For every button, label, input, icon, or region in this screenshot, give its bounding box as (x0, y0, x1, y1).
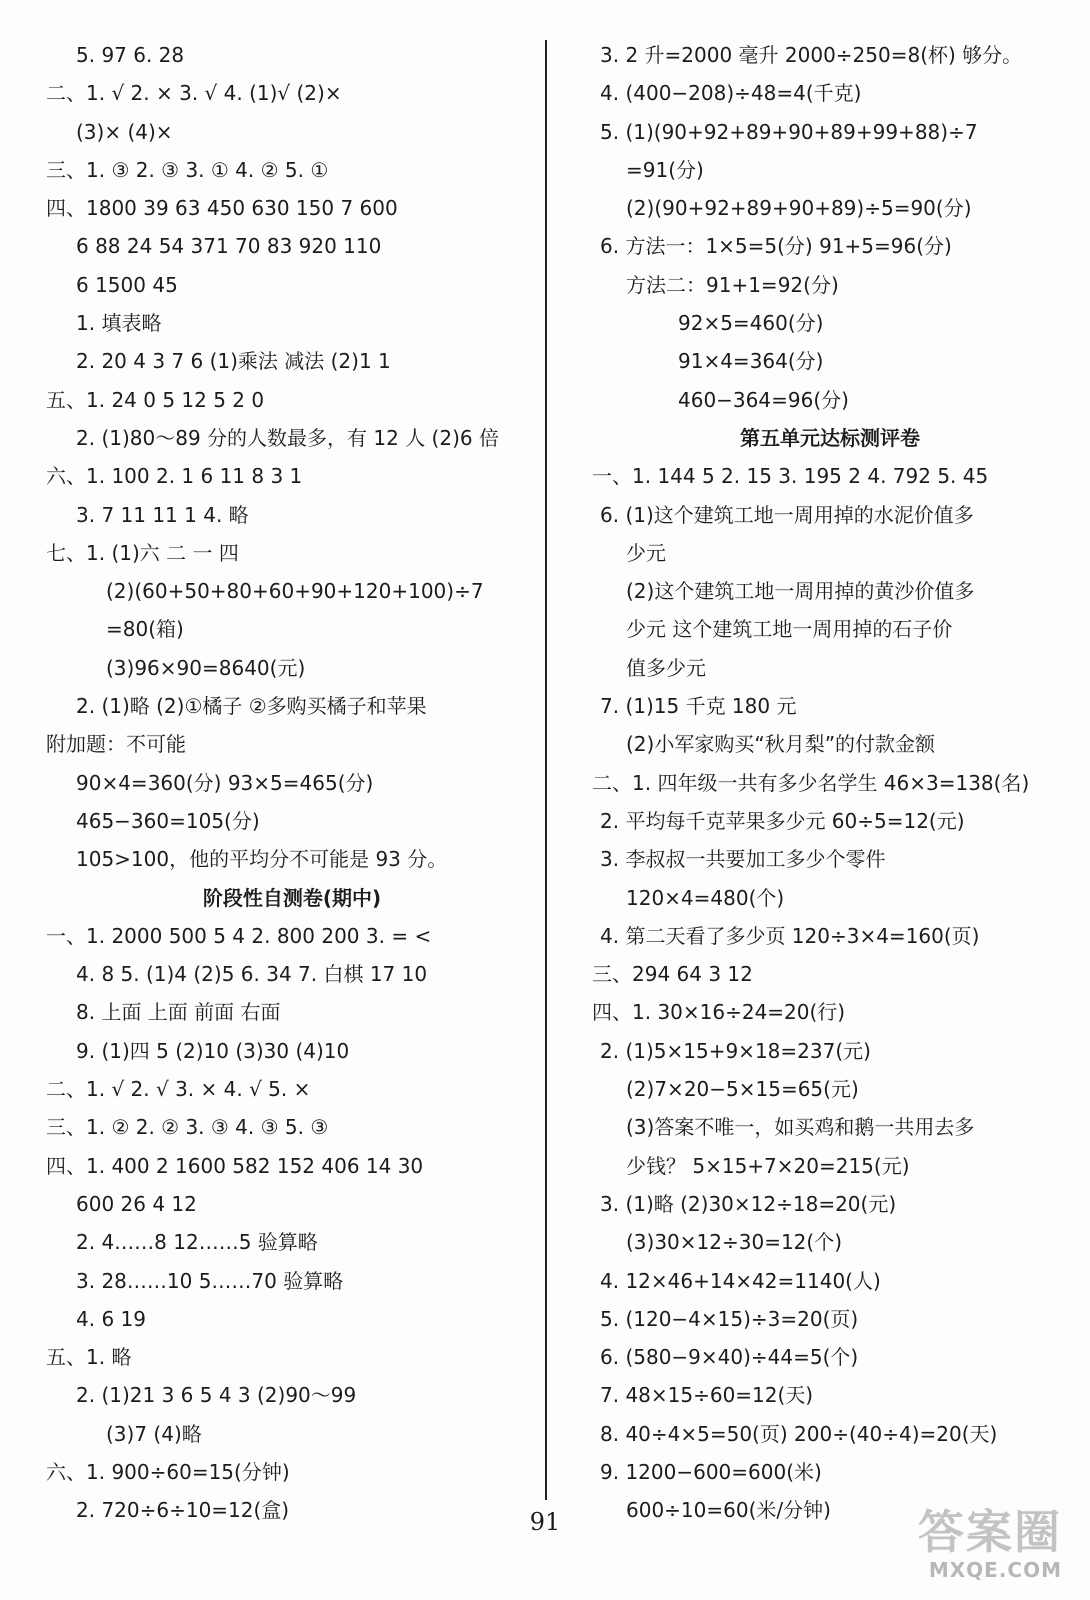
answer-line: 2. 20 4 3 7 6 (1)乘法 减法 (2)1 1 (76, 349, 391, 374)
answer-line: 四、1800 39 63 450 630 150 7 600 (46, 196, 398, 221)
answer-line: 105>100，他的平均分不可能是 93 分。 (76, 847, 448, 872)
answer-line: (3)7 (4)略 (106, 1421, 202, 1446)
answer-line: 9. 1200−600=600(米) (600, 1459, 822, 1484)
answer-line: 2. (1)略 (2)①橘子 ②多购买橘子和苹果 (76, 694, 427, 719)
answer-line: 5. (1)(90+92+89+90+89+99+88)÷7 (600, 119, 978, 144)
answer-line: 6. (1)这个建筑工地一周用掉的水泥价值多 (600, 502, 974, 527)
answer-line: 9. (1)四 5 (2)10 (3)30 (4)10 (76, 1038, 350, 1063)
answer-line: 七、1. (1)六 二 一 四 (46, 540, 239, 565)
answer-line: 六、1. 100 2. 1 6 11 8 3 1 (46, 464, 303, 489)
answer-line: 91×4=364(分) (678, 349, 824, 374)
answer-line: 少元 (626, 540, 666, 565)
answer-line: 600÷10=60(米/分钟) (626, 1498, 831, 1523)
answer-line: 四、1. 30×16÷24=20(行) (592, 1000, 846, 1025)
answer-line: (2)(60+50+80+60+90+120+100)÷7 (106, 579, 484, 604)
answer-line: =80(箱) (106, 617, 184, 642)
page-number: 91 (529, 1508, 561, 1536)
section-heading: 第五单元达标测评卷 (740, 425, 920, 450)
answer-line: 2. (1)5×15+9×18=237(元) (600, 1038, 871, 1063)
right-column (592, 36, 1068, 1530)
answer-line: 五、1. 24 0 5 12 5 2 0 (46, 387, 265, 412)
answer-line: 值多少元 (626, 655, 706, 680)
column-divider (545, 40, 547, 1500)
answer-line: 92×5=460(分) (678, 311, 824, 336)
answer-line: 4. 6 19 (76, 1306, 146, 1331)
answer-line: (2)(90+92+89+90+89)÷5=90(分) (626, 196, 972, 221)
answer-line: 二、1. √ 2. √ 3. × 4. √ 5. × (46, 1077, 311, 1102)
watermark-text: 答案圈 (918, 1505, 1062, 1559)
answer-line: 90×4=360(分) 93×5=465(分) (76, 770, 374, 795)
answer-line: 二、1. √ 2. × 3. √ 4. (1)√ (2)× (46, 81, 342, 106)
answer-line: 3. 2 升=2000 毫升 2000÷250=8(杯) 够分。 (600, 43, 1023, 67)
answer-line: 7. 48×15÷60=12(天) (600, 1383, 814, 1408)
answer-line: (3)× (4)× (76, 119, 173, 144)
answer-line: 3. 李叔叔一共要加工多少个零件 (600, 847, 886, 872)
answer-line: 附加题：不可能 (46, 732, 186, 757)
answer-line: 4. 第二天看了多少页 120÷3×4=160(页) (600, 923, 980, 948)
answer-line: 方法二：91+1=92(分) (626, 272, 839, 297)
answer-line: 120×4=480(个) (626, 885, 785, 910)
section-heading: 阶段性自测卷(期中) (202, 885, 382, 910)
answer-line: 4. 8 5. (1)4 (2)5 6. 34 7. 白棋 17 10 (76, 962, 428, 987)
answer-line: =91(分) (626, 157, 704, 182)
answer-line: 四、1. 400 2 1600 582 152 406 14 30 (46, 1153, 424, 1178)
answer-line: 三、1. ② 2. ② 3. ③ 4. ③ 5. ③ (46, 1115, 329, 1140)
left-column (46, 36, 538, 1530)
answer-line: 三、1. ③ 2. ③ 3. ① 4. ② 5. ① (46, 157, 329, 182)
answer-line: 465−360=105(分) (76, 808, 260, 833)
answer-line: 2. 4……8 12……5 验算略 (76, 1230, 318, 1255)
answer-line: 2. (1)80～89 分的人数最多，有 12 人 (2)6 倍 (76, 425, 499, 450)
answer-line: 五、1. 略 (46, 1345, 132, 1370)
answer-line: 少钱？ 5×15+7×20=215(元) (626, 1153, 910, 1178)
answer-line: 3. 28……10 5……70 验算略 (76, 1268, 344, 1293)
answer-line: (3)30×12÷30=12(个) (626, 1230, 843, 1255)
answer-line: (2)这个建筑工地一周用掉的黄沙价值多 (626, 579, 975, 604)
answer-line: (2)7×20−5×15=65(元) (626, 1077, 859, 1102)
answer-line: 3. 7 11 11 1 4. 略 (76, 502, 249, 527)
answer-line: 三、294 64 3 12 (592, 962, 753, 987)
answer-line: (3)96×90=8640(元) (106, 655, 306, 680)
answer-line: 3. (1)略 (2)30×12÷18=20(元) (600, 1191, 897, 1216)
answer-line: 一、1. 144 5 2. 15 3. 195 2 4. 792 5. 45 (592, 464, 989, 489)
answer-line: 4. 12×46+14×42=1140(人) (600, 1268, 881, 1293)
answer-line: 1. 填表略 (76, 311, 162, 336)
answer-line: 460−364=96(分) (678, 387, 849, 412)
answer-line: 5. (120−4×15)÷3=20(页) (600, 1306, 859, 1331)
answer-line: 六、1. 900÷60=15(分钟) (46, 1459, 290, 1484)
answer-line: 2. 720÷6÷10=12(盒) (76, 1498, 290, 1523)
answer-line: 少元 这个建筑工地一周用掉的石子价 (626, 617, 953, 642)
answer-line: 2. 平均每千克苹果多少元 60÷5=12(元) (600, 808, 965, 833)
answer-line: 8. 上面 上面 前面 右面 (76, 1000, 281, 1025)
answer-line: (3)答案不唯一，如买鸡和鹅一共用去多 (626, 1115, 975, 1140)
answer-line: 6. 方法一：1×5=5(分) 91+5=96(分) (600, 234, 952, 259)
answer-line: 5. 97 6. 28 (76, 43, 185, 67)
answer-line: 6 88 24 54 371 70 83 920 110 (76, 234, 382, 259)
answer-line: (2)小军家购买“秋月梨”的付款金额 (626, 732, 936, 757)
answer-line: 6. (580−9×40)÷44=5(个) (600, 1345, 859, 1370)
answer-line: 2. (1)21 3 6 5 4 3 (2)90～99 (76, 1383, 357, 1408)
answer-line: 二、1. 四年级一共有多少名学生 46×3=138(名) (592, 770, 1030, 795)
watermark-url: MXQE.COM (928, 1558, 1062, 1582)
answer-line: 7. (1)15 千克 180 元 (600, 694, 797, 719)
answer-line: 600 26 4 12 (76, 1191, 197, 1216)
answer-line: 一、1. 2000 500 5 4 2. 800 200 3. = < (46, 923, 432, 948)
answer-line: 6 1500 45 (76, 272, 178, 297)
watermark-logo (892, 1506, 1062, 1586)
answer-line: 4. (400−208)÷48=4(千克) (600, 81, 862, 106)
answer-line: 8. 40÷4×5=50(页) 200÷(40÷4)=20(天) (600, 1421, 998, 1446)
